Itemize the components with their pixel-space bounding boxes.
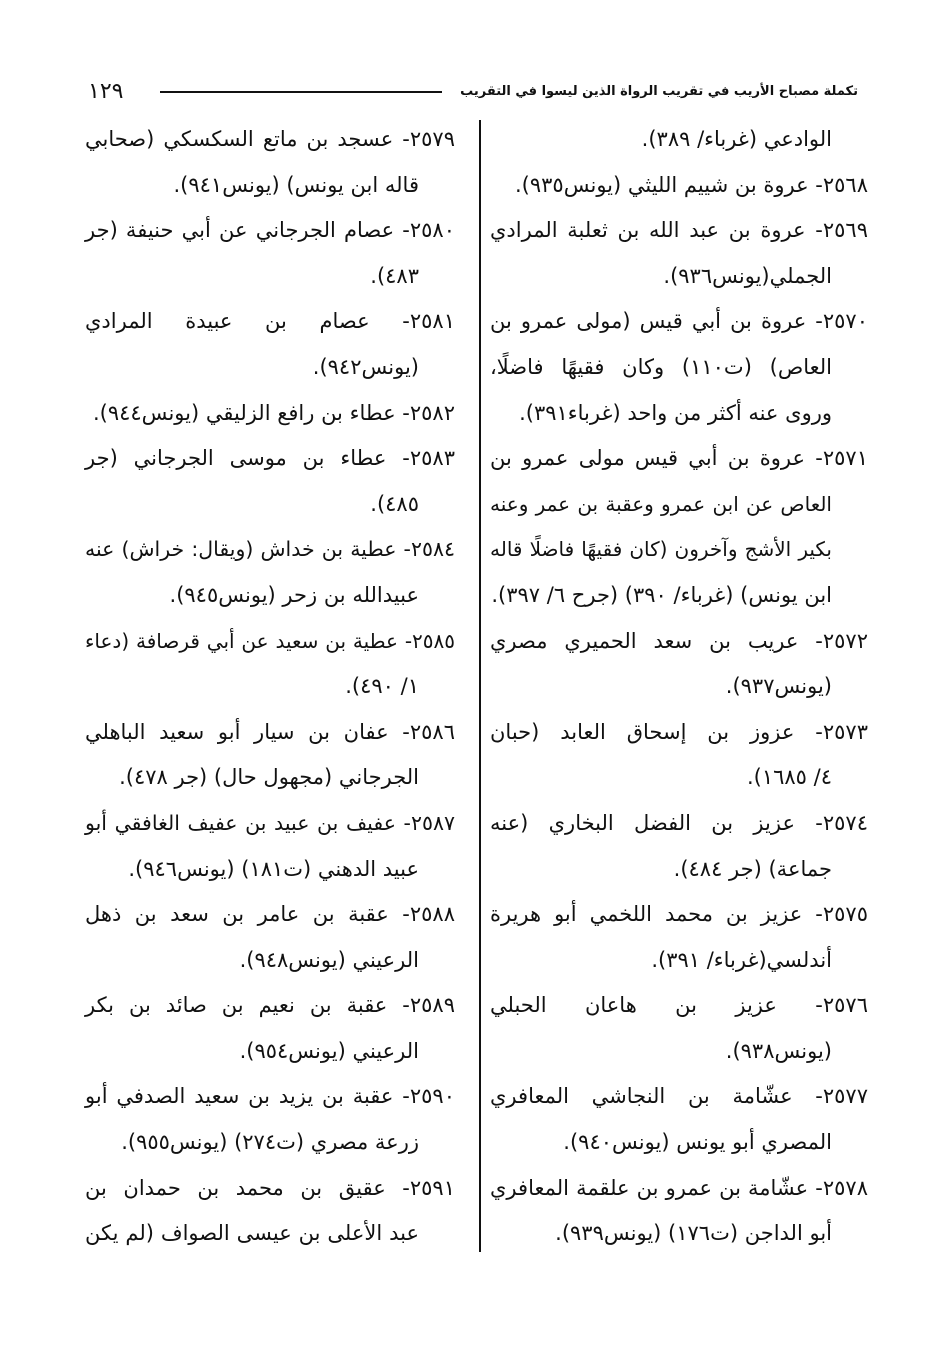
- entry-first-line: ٢٥٧٤- عزيز بن الفضل البخاري (عنه: [490, 810, 868, 835]
- entry-first-line: ٢٥٩٠- عقبة بن يزيد بن سعيد الصدفي أبو: [85, 1084, 455, 1109]
- biography-entry: [490, 163, 868, 209]
- biography-entry: [490, 436, 868, 618]
- entry-continuation-line: (يونس٩٣٧).: [725, 674, 832, 699]
- biography-entry: [490, 208, 868, 299]
- biography-entry: [490, 299, 868, 436]
- column-divider: [479, 120, 481, 1252]
- entry-continuation-line: زرعة مصري (ت٢٧٤) (يونس٩٥٥).: [121, 1130, 419, 1155]
- entry-first-line: ٢٥٨٠- عصام الجرجاني عن أبي حنيفة (جر: [85, 218, 455, 243]
- entry-continuation-line: ابن يونس) (غرباء/ ٣٩٠) (جرح ٦/ ٣٩٧).: [491, 582, 832, 607]
- biography-entry: [490, 1074, 868, 1165]
- entry-continuation-line: الوادعي (غرباء/ ٣٨٩).: [641, 127, 832, 151]
- entry-continuation-line: الرعيني (يونس٩٥٤).: [239, 1038, 419, 1063]
- entry-first-line: ٢٥٨٢- عطاء بن رافع الزليقي (يونس٩٤٤).: [92, 400, 455, 425]
- entry-continuation-line: الرعيني (يونس٩٤٨).: [239, 947, 419, 972]
- biography-entry: [85, 619, 455, 710]
- entry-continuation-line: الجرجاني (مجهول حال) (جر ٤٧٨).: [119, 765, 419, 790]
- entry-first-line: ٢٥٨١- عصام بن عبيدة المرادي: [85, 309, 455, 334]
- biography-entry: [85, 208, 455, 299]
- entry-continuation-line: (يونس٩٤٢).: [312, 354, 419, 379]
- entry-first-line: ٢٥٦٨- عروة بن شييم الليثي (يونس٩٣٥).: [514, 172, 868, 197]
- left-column: [85, 117, 455, 1257]
- biography-entry: [490, 117, 868, 163]
- entry-first-line: ٢٥٨٧- عفيف بن عبيد بن عفيف الغافقي أبو: [85, 810, 455, 835]
- page-number: ١٢٩: [88, 79, 124, 104]
- entry-continuation-line: أبو الداجن (ت١٧٦) (يونس٩٣٩).: [555, 1221, 832, 1246]
- biography-entry: [85, 117, 455, 208]
- biography-entry: [85, 710, 455, 801]
- biography-entry: [85, 801, 455, 892]
- biography-entry: [85, 391, 455, 437]
- biography-entry: [490, 1166, 868, 1257]
- entry-first-line: ٢٥٧١- عروة بن أبي قيس مولى عمرو بن: [490, 446, 868, 471]
- entry-continuation-line: (يونس٩٣٨).: [725, 1038, 832, 1063]
- biography-entry: [490, 983, 868, 1074]
- entry-continuation-line: عبيدالله بن زحر (يونس٩٤٥).: [169, 582, 419, 607]
- entry-continuation-line: عبيد الدهني (ت١٨١) (يونس٩٤٦).: [128, 856, 419, 881]
- biography-entry: [85, 983, 455, 1074]
- entry-continuation-line: قاله ابن يونس) (يونس٩٤١).: [173, 172, 419, 197]
- entry-first-line: ٢٥٨٦- عفان بن سيار أبو سعيد الباهلي: [85, 719, 455, 744]
- biography-entry: [85, 436, 455, 527]
- entry-first-line: ٢٥٧٣- عزوز بن إسحاق العابد (حبان: [490, 719, 868, 744]
- biography-entry: [490, 801, 868, 892]
- entry-continuation-line: العاص) (ت١١٠) وكان فقيهًا فاضلًا،: [490, 354, 832, 379]
- running-title: تكملة مصباح الأريب في تقريب الرواة الذين ليسوا في التقريب: [460, 84, 858, 99]
- entry-continuation-line: العاص عن ابن عمرو وعقبة بن عمر وعنه: [490, 491, 832, 516]
- entry-first-line: ٢٥٧٥- عزيز بن محمد اللخمي أبو هريرة: [490, 902, 868, 927]
- entry-first-line: ٢٥٧٦- عزيز بن هاعان الحبلي: [490, 993, 868, 1018]
- entry-first-line: ٢٥٧٨- عشّامة بن عمرو بن علقمة المعافري: [490, 1175, 868, 1200]
- entry-first-line: ٢٥٧٧- عشّامة بن النجاشي المعافري: [490, 1084, 868, 1109]
- entry-continuation-line: جماعة) (جر ٤٨٤).: [673, 856, 832, 881]
- biography-entry: [85, 299, 455, 390]
- entry-first-line: ٢٥٧٩- عسجد بن ماتع السكسكي (صحابي: [85, 127, 455, 151]
- biography-entry: [85, 527, 455, 618]
- entry-first-line: ٢٥٨٨- عقبة بن عامر بن سعد بن ذهل: [85, 902, 455, 927]
- entry-continuation-line: عبد الأعلى بن عيسى الصواف (لم يكن: [85, 1221, 419, 1246]
- entry-continuation-line: وروى عنه أكثر من واحد (غرباء٣٩١).: [519, 400, 832, 425]
- header-rule: [160, 91, 442, 93]
- entry-continuation-line: الجملي(يونس٩٣٦).: [663, 263, 832, 288]
- entry-continuation-line: ٤٨٣).: [370, 263, 419, 288]
- biography-entry: [490, 710, 868, 801]
- entry-first-line: ٢٥٧٢- عريب بن سعد الحميري مصري: [490, 628, 868, 653]
- entry-first-line: ٢٥٨٩- عقبة بن نعيم بن صائد بن بكر: [85, 993, 455, 1018]
- entry-continuation-line: بكير الأشج وآخرون (كان فقيهًا فاضلًا قاله: [490, 537, 832, 562]
- entry-first-line: ٢٥٨٥- عطية بن سعيد عن أبي قرصافة (دعاء: [85, 628, 455, 653]
- entry-first-line: ٢٥٨٤- عطية بن خداش (ويقال: خراش) عنه: [85, 537, 455, 562]
- entry-continuation-line: ١/ ٤٩٠).: [345, 674, 419, 699]
- biography-entry: [85, 1166, 455, 1257]
- entry-continuation-line: ٤/ ١٦٨٥).: [746, 765, 832, 790]
- right-column: [490, 117, 868, 1257]
- entry-continuation-line: المصري أبو يونس (يونس٩٤٠).: [563, 1130, 832, 1155]
- entry-first-line: ٢٥٧٠- عروة بن أبي قيس (مولى عمرو بن: [490, 309, 868, 334]
- entry-first-line: ٢٥٩١- عقيق بن محمد بن حمدان بن: [85, 1175, 455, 1200]
- biography-entry: [85, 1074, 455, 1165]
- entry-continuation-line: ٤٨٥).: [370, 491, 419, 516]
- biography-entry: [490, 892, 868, 983]
- entry-continuation-line: أندلسي(غرباء/ ٣٩١).: [651, 947, 832, 972]
- biography-entry: [490, 619, 868, 710]
- entry-first-line: ٢٥٦٩- عروة بن عبد الله بن ثعلبة المرادي: [490, 218, 868, 243]
- biography-entry: [85, 892, 455, 983]
- entry-first-line: ٢٥٨٣- عطاء بن موسى الجرجاني (جر: [85, 446, 455, 471]
